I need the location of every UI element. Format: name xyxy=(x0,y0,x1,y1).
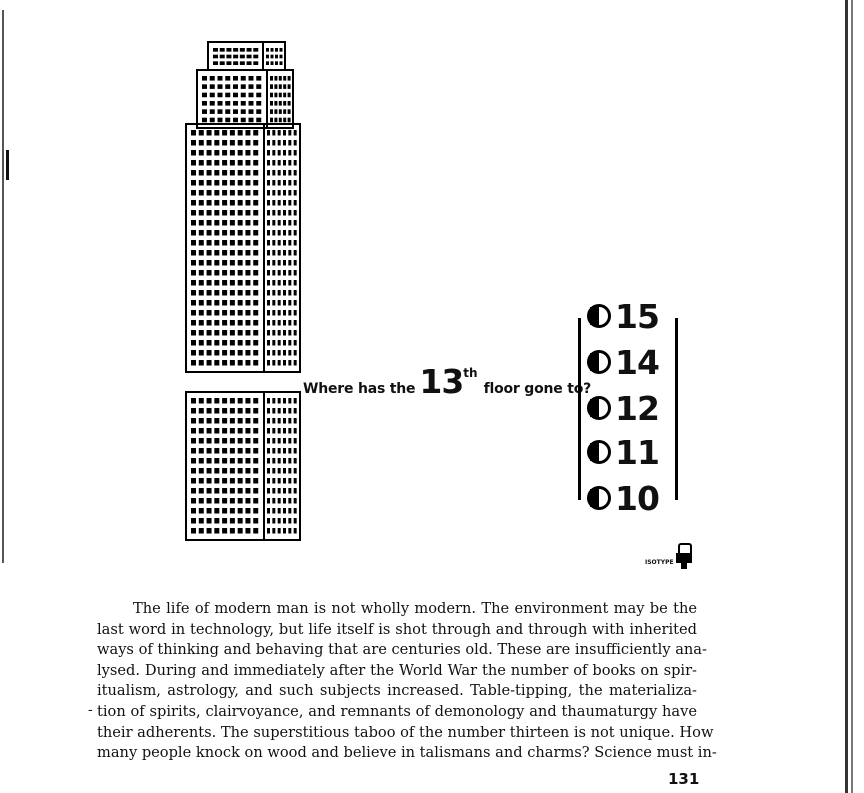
floor-button-10 xyxy=(587,478,659,518)
text-line: last word in technology, but life itself is shot through and through with inherited xyxy=(97,620,697,638)
body-paragraph xyxy=(97,599,717,764)
logo-text: ISOTYPE xyxy=(645,559,674,566)
floor-number: 10 xyxy=(615,478,659,518)
floor-button-12 xyxy=(587,388,659,428)
floor-number: 15 xyxy=(615,296,659,336)
floor-number: 12 xyxy=(615,388,659,428)
floor-button-14 xyxy=(587,342,659,382)
margin-mark: - xyxy=(88,702,93,718)
page-number: 131 xyxy=(668,770,700,788)
elevator-button-icon xyxy=(587,486,611,510)
floor-button-11 xyxy=(587,432,659,472)
text-line: ways of thinking and behaving that are centuries old. These are insufficiently ana- xyxy=(97,641,707,659)
elevator-button-icon xyxy=(587,440,611,464)
isotype-logo xyxy=(645,543,692,569)
figure-caption xyxy=(303,362,591,401)
elevator-button-panel xyxy=(578,296,678,518)
skyscraper-icon xyxy=(186,42,300,540)
floor-number: 11 xyxy=(615,432,659,472)
caption-prefix: Where has the xyxy=(303,381,416,397)
caption-suffix: floor gone to? xyxy=(483,381,592,397)
caption-superscript: th xyxy=(463,366,478,380)
caption-number: 13 xyxy=(419,362,464,401)
elevator-button-icon xyxy=(587,396,611,420)
floor-number: 14 xyxy=(615,342,659,382)
elevator-button-icon xyxy=(587,304,611,328)
text-line: tion of spirits, clairvoyance, and remnants of demonology and thaumaturgy have xyxy=(97,702,697,720)
text-line: itualism, astrology, and such subjects increased. Table-tipping, the materializa- xyxy=(97,682,697,700)
text-line: The life of modern man is not wholly modern. The environment may be the xyxy=(133,600,697,617)
text-line: their adherents. The superstitious taboo of the number thirteen is not unique. How xyxy=(97,723,714,741)
text-line: many people knock on wood and believe in talismans and charms? Science must in- xyxy=(97,744,717,762)
isotype-figure-icon xyxy=(676,543,692,569)
floor-button-15 xyxy=(587,296,659,336)
text-line: lysed. During and immediately after the World War the number of books on spir- xyxy=(97,661,697,679)
elevator-button-icon xyxy=(587,350,611,374)
